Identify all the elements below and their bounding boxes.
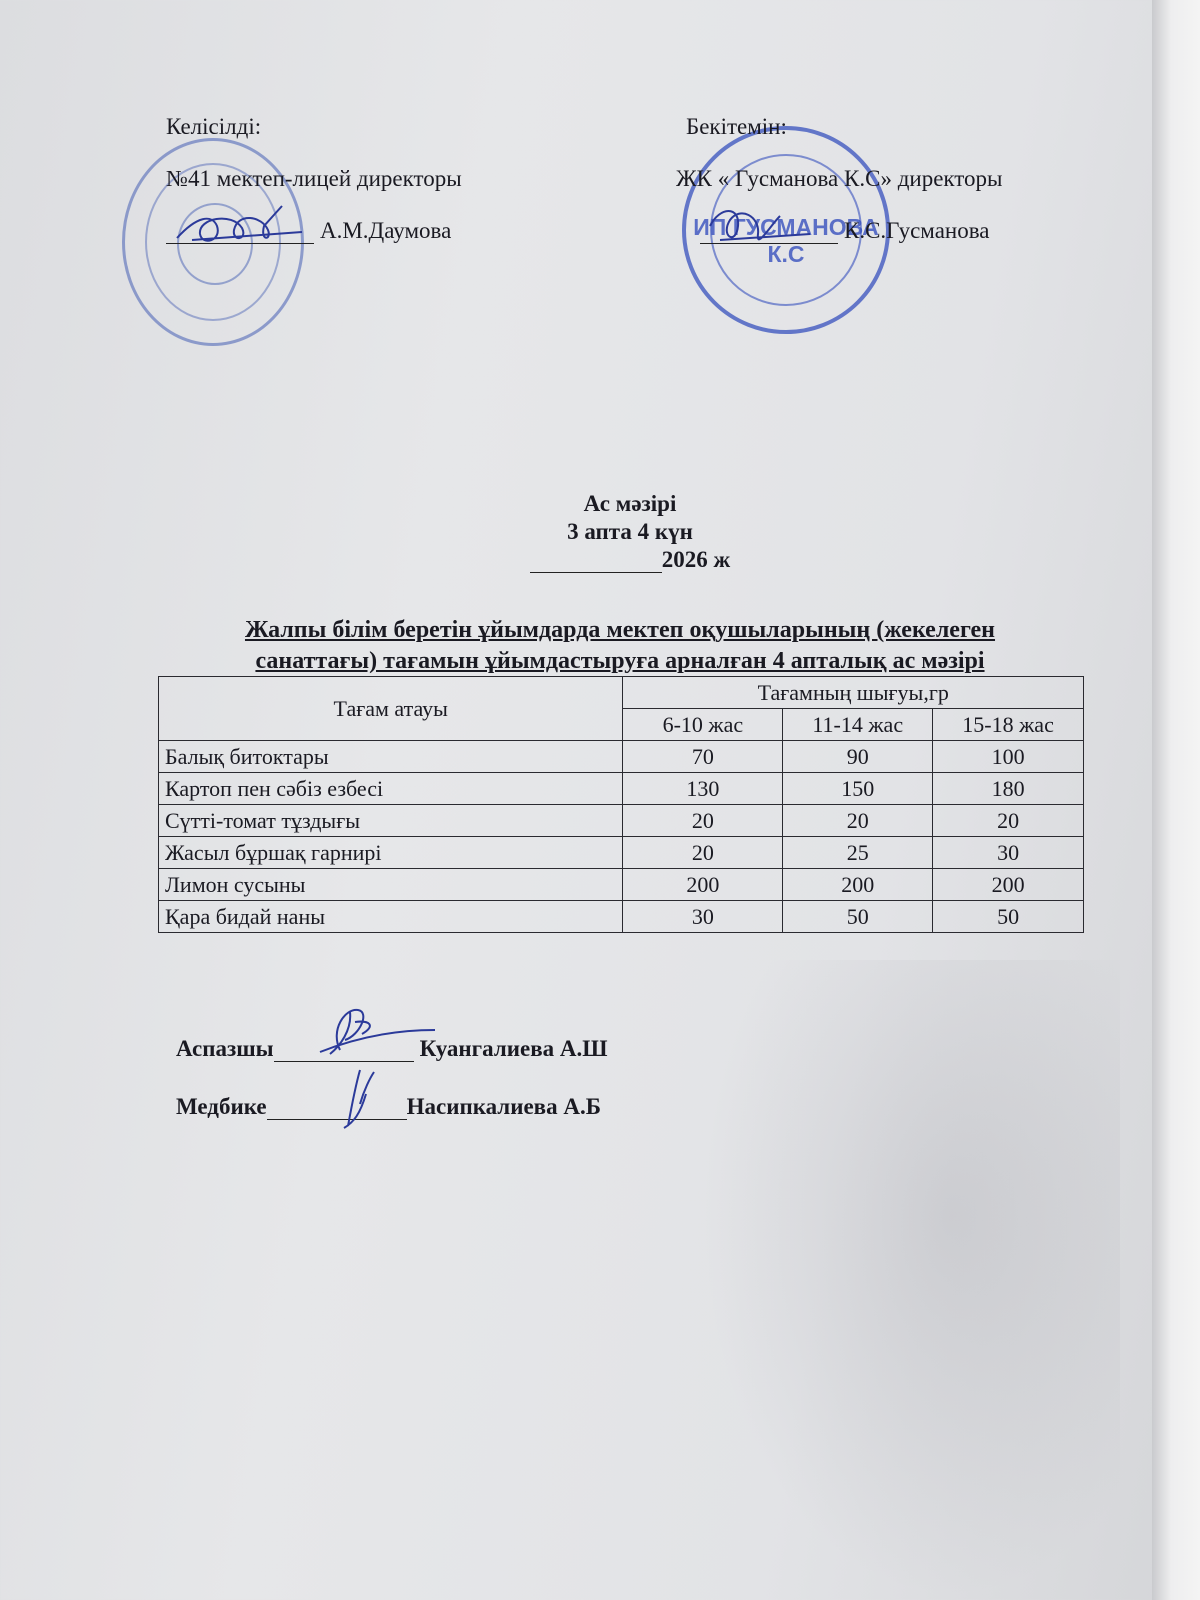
header-dish-name: Тағам атауы bbox=[159, 677, 623, 741]
dish-yield: 100 bbox=[933, 741, 1084, 773]
dish-yield: 20 bbox=[933, 805, 1084, 837]
dish-yield: 20 bbox=[783, 805, 933, 837]
approval-left-position: №41 мектеп-лицей директоры bbox=[166, 166, 462, 191]
table-row bbox=[159, 901, 1084, 933]
dish-name: Лимон сусыны bbox=[159, 869, 623, 901]
menu-heading: Жалпы білім беретін ұйымдарда мектеп оқушыларының (жекелеген санаттағы) тағамын ұйымдастыруға арналған 4 апталық ас мәзірі bbox=[244, 617, 996, 674]
menu-table bbox=[158, 676, 1084, 933]
approval-right-label: Бекітемін: bbox=[686, 114, 787, 139]
table-row bbox=[159, 869, 1084, 901]
cook-label: Аспазшы bbox=[176, 1036, 274, 1061]
dish-name: Балық битоктары bbox=[159, 741, 623, 773]
header-age-group: 15-18 жас bbox=[933, 709, 1084, 741]
director-signature-left bbox=[172, 196, 312, 256]
dish-name: Картоп пен сәбіз езбесі bbox=[159, 773, 623, 805]
director-signature-right bbox=[700, 196, 820, 256]
header-yield: Тағамның шығуы,гр bbox=[623, 677, 1084, 709]
page-edge bbox=[1152, 0, 1200, 1600]
dish-name: Жасыл бұршақ гарнирі bbox=[159, 837, 623, 869]
approval-right-position: ЖК « Гусманова К.С» директоры bbox=[676, 166, 1003, 191]
dish-yield: 25 bbox=[783, 837, 933, 869]
dish-yield: 50 bbox=[783, 901, 933, 933]
header-age-group: 6-10 жас bbox=[623, 709, 783, 741]
nurse-label: Медбике bbox=[176, 1094, 267, 1119]
header-age-group: 11-14 жас bbox=[783, 709, 933, 741]
dish-yield: 150 bbox=[783, 773, 933, 805]
menu-year: 2026 ж bbox=[661, 547, 731, 572]
dish-yield: 20 bbox=[623, 805, 783, 837]
dish-name: Қара бидай наны bbox=[159, 901, 623, 933]
dish-yield: 20 bbox=[623, 837, 783, 869]
menu-title: Ас мәзірі bbox=[583, 491, 677, 516]
table-header-row bbox=[159, 677, 1084, 709]
dish-yield: 180 bbox=[933, 773, 1084, 805]
dish-yield: 50 bbox=[933, 901, 1084, 933]
dish-yield: 200 bbox=[783, 869, 933, 901]
approval-left-name: А.М.Даумова bbox=[320, 218, 452, 243]
dish-yield: 30 bbox=[623, 901, 783, 933]
dish-yield: 70 bbox=[623, 741, 783, 773]
table-row bbox=[159, 805, 1084, 837]
table-row bbox=[159, 837, 1084, 869]
dish-yield: 200 bbox=[623, 869, 783, 901]
table-row bbox=[159, 741, 1084, 773]
dish-yield: 200 bbox=[933, 869, 1084, 901]
shadow bbox=[700, 960, 1120, 1600]
cook-name: Куангалиева А.Ш bbox=[419, 1036, 608, 1061]
dish-name: Сүтті-томат тұздығы bbox=[159, 805, 623, 837]
nurse-name: Насипкалиева А.Б bbox=[406, 1094, 601, 1119]
menu-date-line bbox=[0, 546, 1200, 573]
cook-signature bbox=[300, 1000, 440, 1060]
dish-yield: 130 bbox=[623, 773, 783, 805]
dish-yield: 90 bbox=[783, 741, 933, 773]
table-row bbox=[159, 773, 1084, 805]
date-blank-line bbox=[530, 551, 662, 573]
dish-yield: 30 bbox=[933, 837, 1084, 869]
nurse-signature bbox=[330, 1064, 390, 1130]
approval-left-label: Келісілді: bbox=[166, 114, 262, 139]
stamp-main-text: ИП ГУСМАНОВА К.С bbox=[693, 214, 879, 267]
approval-right-name: К.С.Гусманова bbox=[844, 218, 990, 243]
menu-week-day: 3 апта 4 күн bbox=[567, 519, 693, 544]
